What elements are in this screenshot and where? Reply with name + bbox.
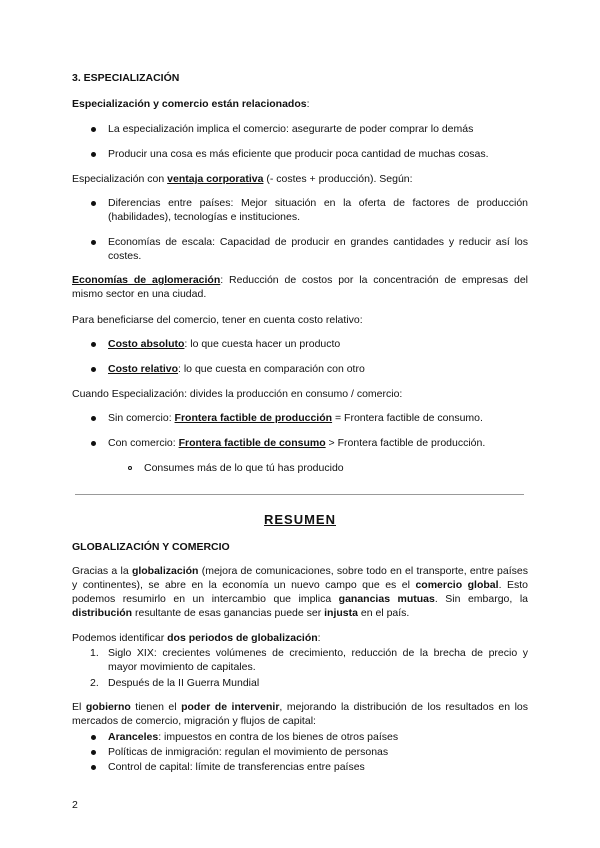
bold-text: injusta [324, 607, 358, 619]
circle-bullet-icon [128, 466, 132, 470]
bold-text: gobierno [85, 701, 131, 713]
section-title: 3. ESPECIALIZACIÓN [72, 72, 180, 84]
bullet-icon [91, 152, 96, 157]
list-item [108, 436, 528, 450]
bullet-icon [91, 441, 96, 446]
text: > Frontera factible de producción. [325, 437, 486, 449]
paragraph-globalization [72, 564, 528, 620]
list-item [108, 730, 528, 744]
text: : lo que cuesta en comparación con otro [178, 363, 365, 375]
bullet-icon [91, 416, 96, 421]
bold-text: Especialización y comercio están relacionados [72, 98, 307, 110]
list-item [108, 337, 528, 351]
paragraph-specialization-division: Cuando Especialización: divides la producción en consumo / comercio: [72, 388, 403, 400]
text: (- costes + producción). Según: [263, 173, 413, 185]
text: El [72, 701, 86, 713]
numbered-item: Siglo XIX: crecientes volúmenes de crecimiento, reducción de la brecha de precio y mayor movimiento de capitales. [108, 647, 528, 673]
bold-text: distribución [72, 607, 133, 619]
resumen-heading: RESUMEN [263, 512, 336, 527]
list-item: Políticas de inmigración: regulan el movimiento de personas [108, 746, 389, 758]
list-item: Economías de escala: Capacidad de producir en grandes cantidades y reducir así los costes. [108, 236, 528, 262]
text: resultante de esas ganancias puede ser [132, 607, 325, 619]
text: = Frontera factible de consumo. [332, 412, 483, 424]
list-item: Control de capital: límite de transferencias entre países [108, 761, 365, 773]
text: en el país. [357, 607, 410, 619]
text: : lo que cuesta hacer un producto [184, 338, 341, 350]
divider [75, 494, 524, 495]
text: . Esto podemos resumirlo en un intercambio que implica [72, 579, 528, 605]
text: Podemos identificar [72, 632, 168, 644]
text: : [306, 98, 310, 110]
underlined-term: ventaja corporativa [167, 173, 264, 185]
bold-text: poder de intervenir [181, 701, 280, 713]
bullet-icon [91, 367, 96, 372]
text: . Sin embargo, la [434, 593, 528, 605]
bold-text: comercio global [415, 579, 499, 591]
text: tienen el [130, 701, 182, 713]
text: Sin comercio: [108, 412, 175, 424]
text: , mejorando la distribución de los resultados en los mercados de comercio, migración y flujos de capital: [72, 701, 528, 727]
list-item: Diferencias entre países: Mejor situación en la oferta de factores de producción (habilidades), tecnologías e instituciones. [108, 197, 528, 223]
bold-text: ganancias mutuas [338, 593, 435, 605]
underlined-term: Costo absoluto [108, 338, 185, 350]
list-number: 2. [90, 677, 99, 689]
sub-list-item: Consumes más de lo que tú has producido [144, 462, 344, 474]
numbered-item: Después de la II Guerra Mundial [108, 677, 260, 689]
list-number: 1. [90, 647, 99, 659]
text: : Reducción de costos por la concentración de empresas del mismo sector en una ciudad. [72, 274, 528, 300]
bold-text: globalización [131, 565, 199, 577]
bullet-icon [91, 735, 96, 740]
text: Gracias a la [72, 565, 132, 577]
text: Con comercio: [108, 437, 179, 449]
bullet-icon [91, 201, 96, 206]
paragraph-periods [72, 631, 528, 645]
globalization-title: GLOBALIZACIÓN Y COMERCIO [72, 541, 230, 553]
list-item [108, 411, 528, 425]
bold-text: Aranceles [108, 731, 159, 743]
paragraph-competitive-advantage [72, 172, 528, 186]
text: : impuestos en contra de los bienes de otros países [158, 731, 399, 743]
bullet-icon [91, 127, 96, 132]
underlined-term: Frontera factible de consumo [178, 437, 326, 449]
paragraph-agglomeration [72, 273, 528, 301]
text: : [317, 632, 321, 644]
underlined-term: Costo relativo [108, 363, 179, 375]
underlined-term: Frontera factible de producción [174, 412, 333, 424]
page-number: 2 [72, 799, 78, 811]
bullet-icon [91, 240, 96, 245]
paragraph-specialization-intro [72, 97, 528, 111]
paragraph-relative-cost: Para beneficiarse del comercio, tener en cuenta costo relativo: [72, 314, 363, 326]
bullet-icon [91, 765, 96, 770]
bullet-icon [91, 342, 96, 347]
bullet-icon [91, 750, 96, 755]
paragraph-government [72, 700, 528, 728]
text: (mejora de comunicaciones, sobre todo en el transporte, entre países y continentes), se abre en la economía un nuevo campo que es el [72, 565, 528, 591]
list-item: La especialización implica el comercio: asegurarte de poder comprar lo demás [108, 123, 474, 135]
bold-text: dos periodos de globalización [167, 632, 318, 644]
underlined-term: Economías de aglomeración [72, 274, 221, 286]
list-item: Producir una cosa es más eficiente que producir poca cantidad de muchas cosas. [108, 148, 489, 160]
text: Especialización con [72, 173, 168, 185]
list-item [108, 362, 528, 376]
